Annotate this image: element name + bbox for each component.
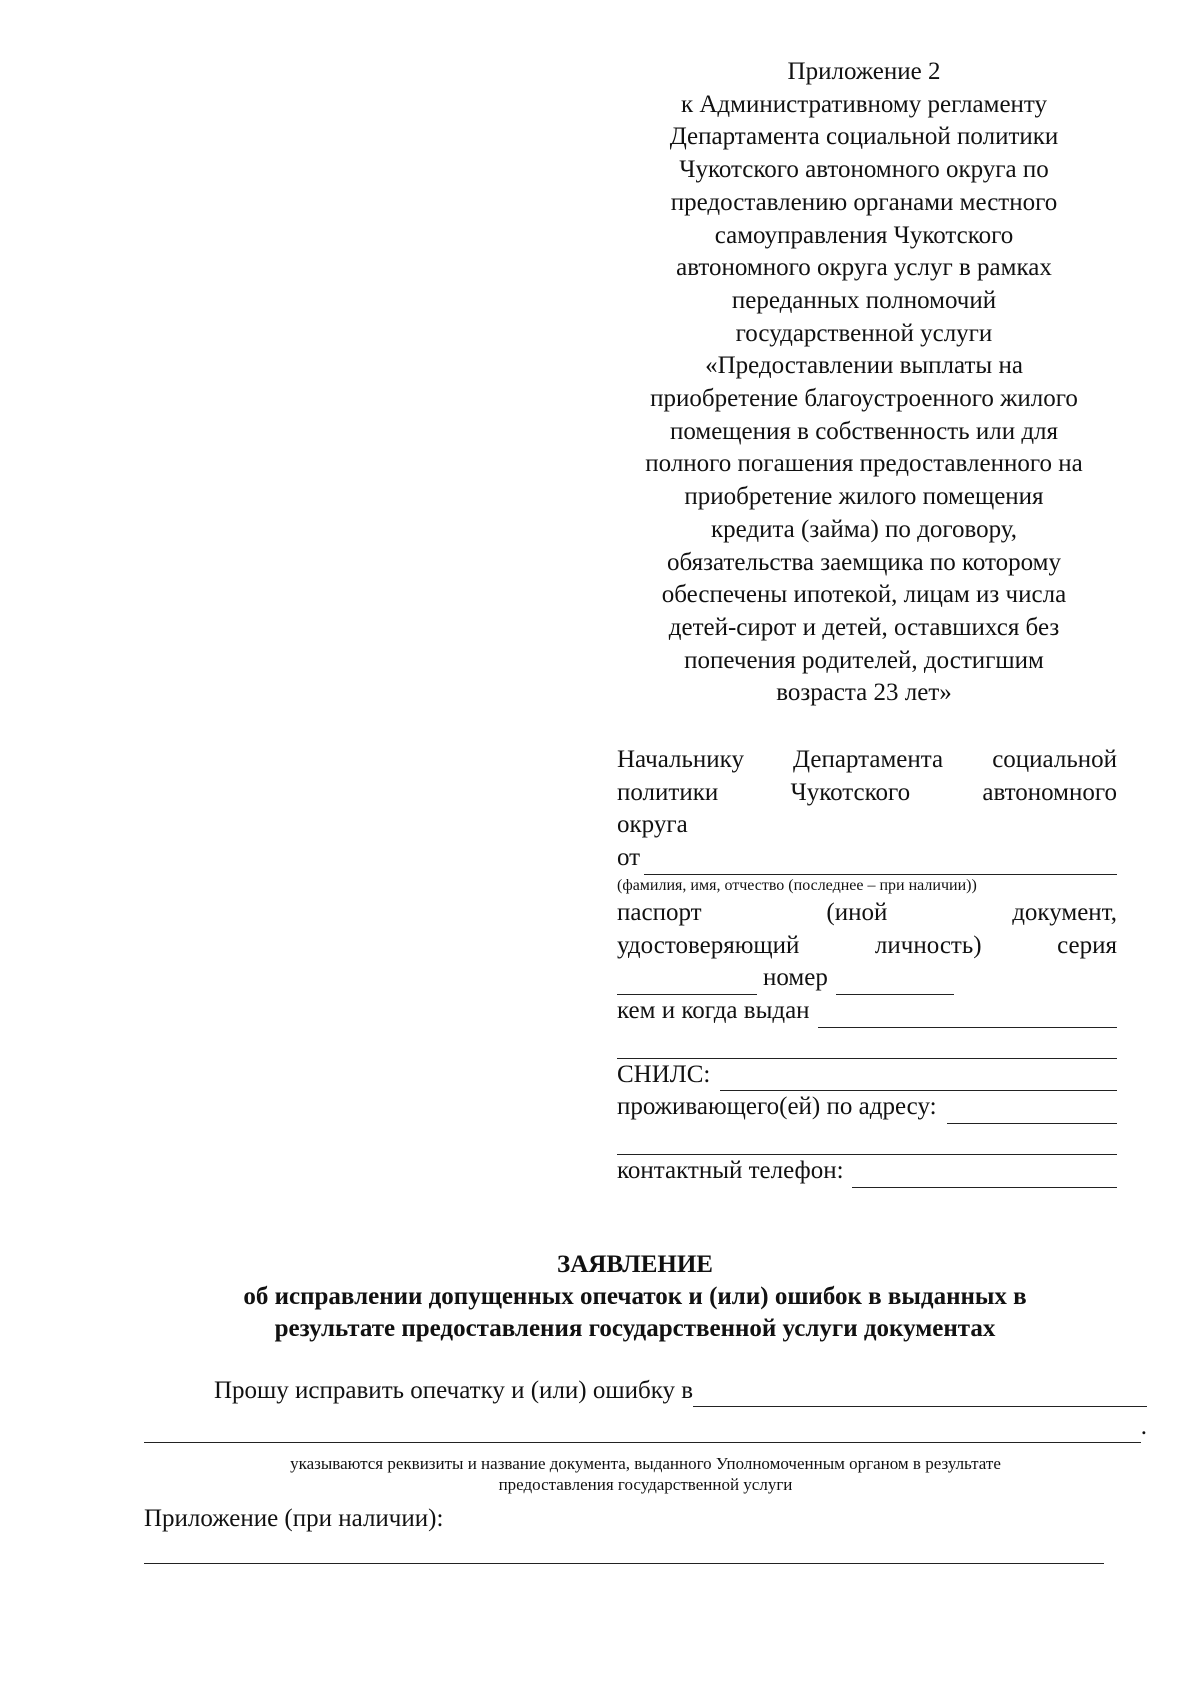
end-mark: . [1140,1413,1147,1440]
snils-field[interactable] [720,1065,1117,1091]
number-label: номер [763,964,828,992]
passport-line [617,930,1117,963]
addressee-word: Чукотского [790,778,911,806]
appendix-line: переданных полномочий [731,286,997,314]
addressee-word: Начальнику [617,746,744,773]
appendix-line: обеспечены ипотекой, лицам из числа [661,581,1067,609]
issued-field-continuation[interactable] [617,1028,1117,1059]
passport-word: паспорт [617,898,702,926]
passport-word: личность) [874,931,982,959]
passport-series-field[interactable] [617,970,757,995]
passport-word: (иной [826,898,888,926]
passport-word: документ, [1012,898,1117,926]
addressee-word: политики [617,778,719,806]
from-label: от [617,844,641,872]
appendix-line: детей-сирот и детей, оставшихся без [668,613,1060,641]
addressee-line [617,744,1117,777]
document-subtitle: результате предоставления государственной услуги документах [274,1315,996,1342]
request-line [144,1375,1147,1407]
issued-field[interactable] [818,1002,1117,1028]
field-hint-line: предоставления государственной услуги [498,1475,793,1494]
appendix-line: кредита (займа) по договору, [710,515,1018,543]
field-hint [144,1453,1147,1495]
document-details-field[interactable] [693,1381,1147,1407]
appendix-line: приобретение благоустроенного жилого [650,385,1078,413]
appendix-line: государственной услуги [735,319,993,347]
appendix-line: обязательства заемщика по которому [667,548,1061,576]
addressee-word: социальной [992,746,1117,773]
appendix-line: Департамента социальной политики [669,123,1059,151]
passport-word: удостоверяющий [617,931,800,959]
addressee-line [617,777,1117,810]
appendix-line: предоставлению органами местного [670,188,1058,216]
appendix-header [614,56,1114,710]
appendix-line: возраста 23 лет» [776,679,952,707]
appendix-line: к Административному регламенту [680,90,1048,118]
appendix-line: автономного округа услуг в рамках [676,254,1052,282]
document-details-field-continuation[interactable] [144,1417,1141,1443]
appendix-line: «Предоставлении выплаты на [705,352,1023,380]
address-row [617,1091,1117,1124]
request-text: Прошу исправить опечатку и (или) ошибку в [214,1377,694,1404]
application-heading [120,1249,1150,1345]
attachment-label: Приложение (при наличии): [144,1505,444,1532]
passport-word: серия [1057,931,1117,959]
address-label: проживающего(ей) по адресу: [617,1093,937,1121]
phone-label: контактный телефон: [617,1157,844,1185]
appendix-line: помещения в собственность или для [669,417,1059,445]
appendix-line: Приложение 2 [787,58,941,85]
phone-row [617,1155,1117,1188]
request-section [144,1375,1147,1564]
fio-field[interactable] [644,849,1117,875]
phone-field[interactable] [852,1162,1117,1188]
issued-label: кем и когда выдан [617,996,810,1024]
address-field[interactable] [947,1098,1117,1124]
addressee-word: автономного [982,778,1117,806]
request-line-continuation [144,1407,1147,1443]
attachment-field[interactable] [144,1535,1104,1564]
passport-line [617,897,1117,930]
field-hint-line: указываются реквизиты и название документа, выданного Уполномоченным органом в результате [290,1454,1001,1473]
passport-number-field[interactable] [836,970,954,995]
appendix-line: Чукотского автономного округа по [679,156,1049,184]
issued-row [617,995,1117,1028]
document-title: ЗАЯВЛЕНИЕ [557,1251,713,1278]
snils-row [617,1059,1117,1092]
addressee-block [617,744,1117,1188]
series-number-row [617,962,1117,995]
appendix-line: приобретение жилого помещения [684,483,1044,511]
snils-label: СНИЛС: [617,1060,711,1088]
appendix-line: попечения родителей, достигшим [684,646,1044,674]
appendix-line: полного погашения предоставленного на [645,450,1083,478]
document-subtitle: об исправлении допущенных опечаток и (или) ошибок в выданных в [243,1283,1027,1310]
address-field-continuation[interactable] [617,1124,1117,1155]
addressee-line: округа [617,811,688,839]
appendix-line: самоуправления Чукотского [714,221,1014,249]
from-field-row [617,842,1117,875]
fio-note: (фамилия, имя, отчество (последнее – при наличии)) [617,876,977,894]
addressee-word: Департамента [793,746,944,773]
